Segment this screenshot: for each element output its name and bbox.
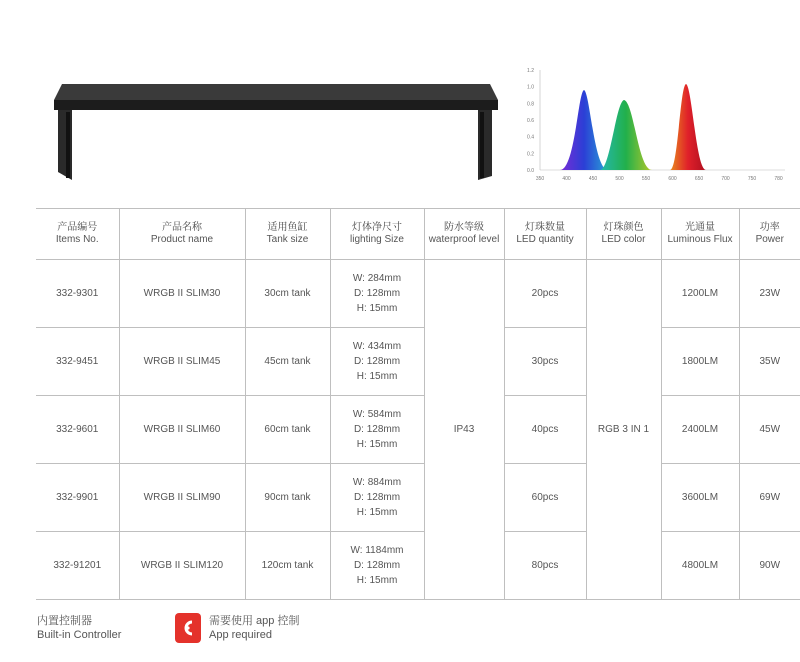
power-cell: 45W [739,396,800,464]
item-number-cell: 332-9301 [36,260,119,328]
luminous-flux-cell: 1200LM [661,260,739,328]
y-tick-label: 0.6 [527,118,534,124]
x-tick-label: 600 [668,176,677,182]
table-row [36,464,800,532]
power-cell: 23W [739,260,800,328]
product-name-cell: WRGB II SLIM60 [119,396,245,464]
luminous-flux-cell: 2400LM [661,396,739,464]
y-tick-label: 0.8 [527,101,534,108]
spec-table [36,208,800,600]
product-name-cell: WRGB II SLIM120 [119,532,245,600]
column-header: 灯体净尺寸 lighting Size [330,209,424,260]
luminous-flux-cell: 1800LM [661,328,739,396]
column-header: 适用鱼缸 Tank size [245,209,330,260]
led-quantity-cell: 40pcs [504,396,586,464]
table-row [36,260,800,328]
lighting-size-cell: W: 884mm D: 128mm H: 15mm [330,464,424,532]
tank-size-cell: 60cm tank [245,396,330,464]
light-fixture-image [50,76,500,186]
led-color-cell: RGB 3 IN 1 [586,260,661,600]
table-row [36,532,800,600]
x-tick-label: 700 [721,176,730,182]
item-number-cell: 332-9451 [36,328,119,396]
x-tick-label: 450 [588,176,598,182]
led-quantity-cell: 30pcs [504,328,586,396]
tank-size-cell: 30cm tank [245,260,330,328]
waterproof-level-cell: IP43 [424,260,504,600]
table-row [36,396,800,464]
green-peak [600,100,652,170]
y-tick-label: 0.0 [527,168,534,174]
y-tick-label: 0.2 [527,151,534,158]
y-tick-label: 0.4 [527,134,534,141]
x-tick-label: 400 [562,176,571,182]
column-header: 产品编号 Items No. [36,209,119,260]
column-header: 灯珠颜色 LED color [586,209,661,260]
builtin-controller-note: 内置控制器 Built-in Controller [37,615,122,641]
luminous-flux-cell: 3600LM [661,464,739,532]
y-tick-label: 1.2 [527,68,534,74]
power-cell: 69W [739,464,800,532]
power-cell: 35W [739,328,800,396]
y-tick-label: 1.0 [527,84,534,91]
blue-peak [560,90,608,170]
column-header: 功率 Power [739,209,800,260]
lighting-size-cell: W: 1184mm D: 128mm H: 15mm [330,532,424,600]
x-tick-label: 750 [747,176,757,182]
red-peak [670,84,706,170]
item-number-cell: 332-9901 [36,464,119,532]
x-tick-label: 500 [615,176,624,182]
power-cell: 90W [739,532,800,600]
x-tick-label: 550 [641,176,651,182]
product-name-cell: WRGB II SLIM45 [119,328,245,396]
lighting-size-cell: W: 434mm D: 128mm H: 15mm [330,328,424,396]
x-tick-label: 650 [694,176,704,182]
tank-size-cell: 45cm tank [245,328,330,396]
led-quantity-cell: 60pcs [504,464,586,532]
tank-size-cell: 90cm tank [245,464,330,532]
app-icon [175,613,201,643]
led-quantity-cell: 80pcs [504,532,586,600]
lighting-size-cell: W: 584mm D: 128mm H: 15mm [330,396,424,464]
led-quantity-cell: 20pcs [504,260,586,328]
app-required-note: 需要使用 app 控制 App required [175,613,299,643]
lighting-size-cell: W: 284mm D: 128mm H: 15mm [330,260,424,328]
item-number-cell: 332-91201 [36,532,119,600]
column-header: 灯珠数量 LED quantity [504,209,586,260]
luminous-flux-cell: 4800LM [661,532,739,600]
tank-size-cell: 120cm tank [245,532,330,600]
column-header: 防水等级 waterproof level [424,209,504,260]
table-row [36,328,800,396]
product-name-cell: WRGB II SLIM90 [119,464,245,532]
x-tick-label: 780 [774,176,783,182]
item-number-cell: 332-9601 [36,396,119,464]
product-name-cell: WRGB II SLIM30 [119,260,245,328]
column-header: 光通量 Luminous Flux [661,209,739,260]
x-tick-label: 350 [535,176,545,182]
column-header: 产品名称 Product name [119,209,245,260]
spectrum-chart [520,62,790,190]
